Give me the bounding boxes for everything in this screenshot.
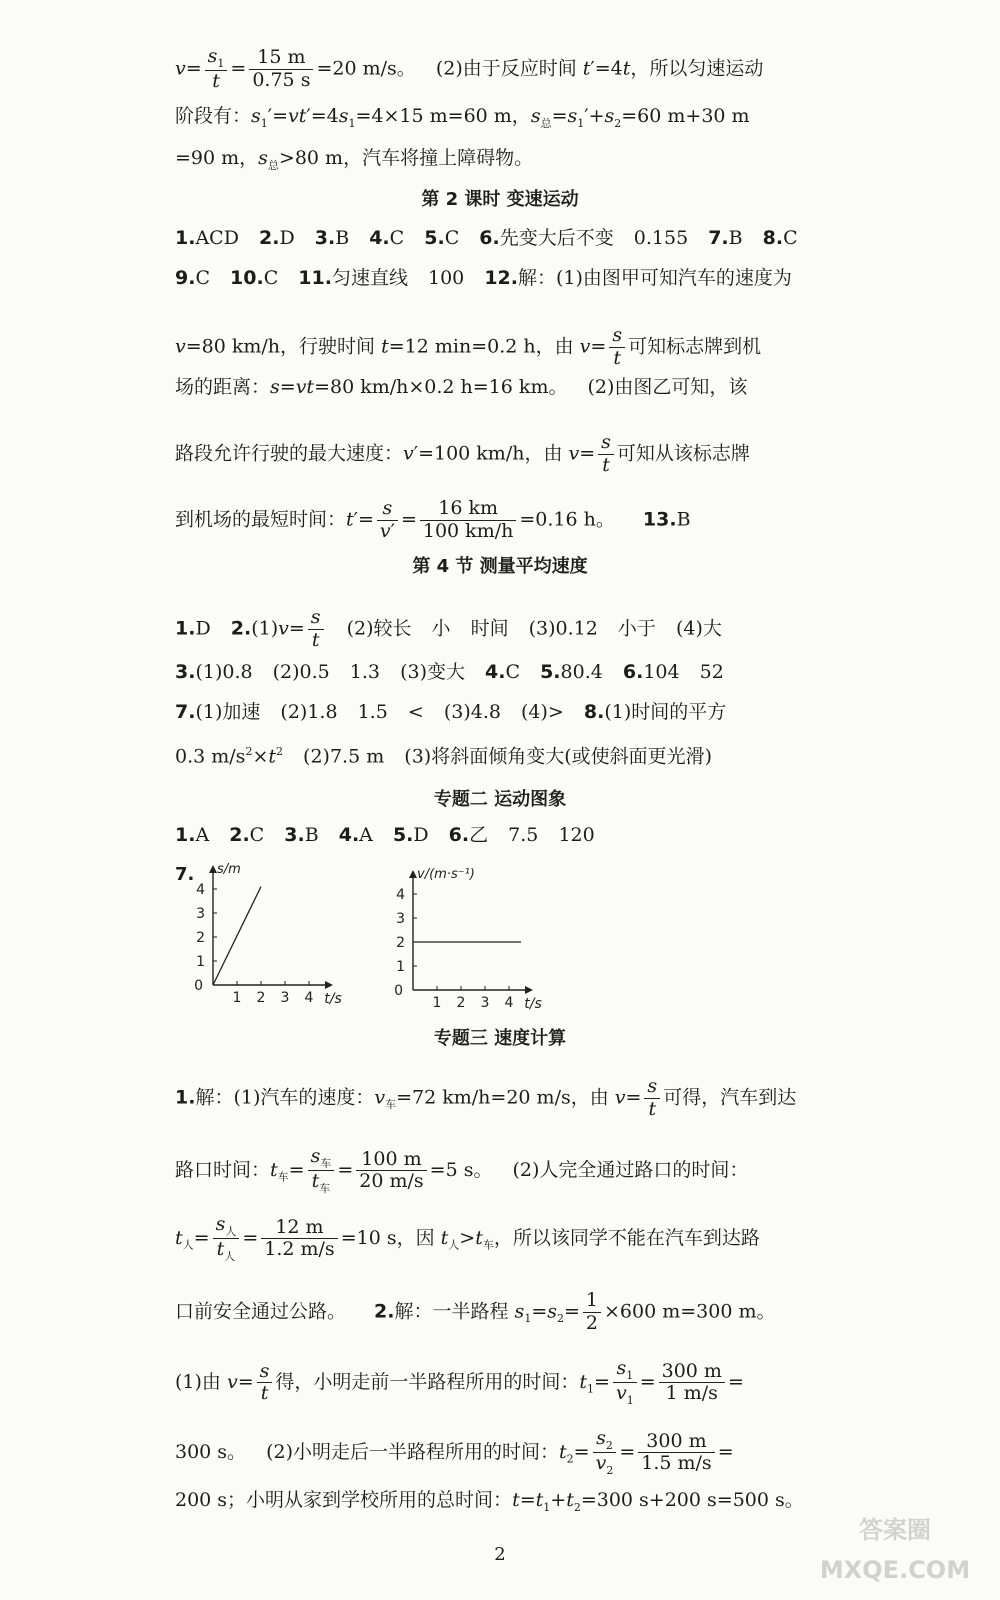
y-tick-label: 1 (196, 954, 205, 970)
text-line: 7.(1)加速 (2)1.8 1.5 < (3)4.8 (4)> 8.(1)时间的平方 (175, 701, 727, 723)
text-line: 9.C 10.C 11.匀速直线 100 12.解：(1)由图甲可知汽车的速度为 (175, 267, 792, 289)
text-line: 到机场的最短时间：t′= $\frac{s}{v'}$ = $\frac{16 km}{100 km/h}$ =0.16 h。 13.B (175, 497, 691, 542)
text-line: 路段允许行驶的最大速度：v′=100 km/h，由 v= $\frac{s}{t}$ 可知从该标志牌 (175, 431, 750, 476)
section-heading: 第 4 节 测量平均速度 (412, 556, 588, 577)
text-line: 路口时间：$t_车=$ $\frac{s_车}{t_车}$ = $\frac{100 m}{20 m/s}$ =5 s。 (2)人完全通过路口的时间： (175, 1145, 749, 1196)
origin-label: 0 (194, 978, 203, 994)
y-tick-label: 2 (396, 935, 405, 951)
y-axis-arrow (409, 870, 417, 878)
y-axis-label: s/m (217, 862, 241, 877)
text-line: 场的距离：s=vt=80 km/h×0.2 h=16 km。 (2)由图乙可知，该 (175, 376, 748, 398)
text-line: v= $\frac{s_1}{t}$ = $\frac{15 m}{0.75 s}$ =20 m/s。 (2)由于反应时间 t′=4t，所以匀速运动 (175, 45, 764, 93)
text-line: =90 m，$s_总>80$ m，汽车将撞上障碍物。 (175, 147, 534, 172)
x-tick-label: 1 (432, 995, 442, 1010)
x-axis-arrow (325, 981, 333, 989)
graph-displacement-time (185, 855, 375, 1010)
x-axis-arrow (525, 986, 533, 994)
y-tick-label: 3 (396, 911, 405, 927)
text-line: 200 s；小明从家到学校所用的总时间：$t=t_1+t_2=300$ s+200 s=500 s。 (175, 1489, 804, 1514)
text-line: 1.解：(1)汽车的速度：$v_车=72$ km/h=20 m/s，由 v= $\frac{s}{t}$ 可得，汽车到达 (175, 1075, 797, 1120)
text-line: $t_人=$ $\frac{s_人}{t_人}$ = $\frac{12 m}{1.2 m/s}$ =10 s，因 $t_人>t_车$，所以该同学不能在汽车到达路 (175, 1213, 760, 1264)
x-tick-label: 2 (456, 995, 466, 1010)
page-number: 2 (494, 1544, 506, 1565)
data-line (213, 887, 261, 985)
x-axis-label: t/s (524, 996, 542, 1010)
x-tick-label: 1 (232, 990, 242, 1006)
graph-question-label: 7. (175, 864, 195, 885)
y-tick-label: 4 (196, 882, 205, 898)
text-line: 1.ACD 2.D 3.B 4.C 5.C 6.先变大后不变 0.155 7.B 8.C (175, 227, 798, 249)
x-axis-label: t/s (324, 991, 342, 1007)
section-heading: 第 2 课时 变速运动 (421, 189, 579, 210)
text-line: 300 s。 (2)小明走后一半路程所用的时间：$t_2=$ $\frac{s_2}{v_2}$ = $\frac{300 m}{1.5 m/s}$ = (175, 1427, 734, 1478)
origin-label: 0 (394, 983, 403, 999)
watermark: 答案圈 MXQE.COM (819, 1516, 971, 1584)
y-axis-label: v/(m·s⁻¹) (417, 867, 475, 882)
text-line: 阶段有：$s_1'=vt'=4s_1=4\times 15$ m=60 m，$s_总=s_1'+s_2=60$ m+30 m (175, 105, 750, 130)
x-tick-label: 4 (504, 995, 514, 1010)
x-tick-label: 2 (256, 990, 266, 1006)
y-tick-label: 3 (196, 906, 205, 922)
y-tick-label: 2 (196, 930, 205, 946)
text-line: 1.A 2.C 3.B 4.A 5.D 6.乙 7.5 120 (175, 824, 595, 846)
section-heading: 专题二 运动图象 (433, 789, 567, 810)
text-line: 3.(1)0.8 (2)0.5 1.3 (3)变大 4.C 5.80.4 6.104 52 (175, 661, 724, 683)
text-line: 1.D 2.(1)v= $\frac{s}{t}$ (2)较长 小 时间 (3)0.12 小于 (4)大 (175, 606, 722, 651)
y-tick-label: 1 (396, 959, 405, 975)
section-heading: 专题三 速度计算 (433, 1028, 567, 1049)
text-line: v=80 km/h，行驶时间 t=12 min=0.2 h，由 v= $\frac{s}{t}$ 可知标志牌到机 (175, 324, 762, 369)
y-tick-label: 4 (396, 887, 405, 903)
text-line: (1)由 v= $\frac{s}{t}$ 得，小明走前一半路程所用的时间：$t_1=$ $\frac{s_1}{v_1}$ = $\frac{300 m}{1 m/s}$ = (175, 1357, 744, 1408)
x-tick-label: 4 (304, 990, 314, 1006)
x-tick-label: 3 (480, 995, 490, 1010)
y-axis-arrow (209, 865, 217, 873)
text-line: 口前安全通过公路。 2.解：一半路程 $s_1=s_2=$ $\frac{1}{2}$ ×600 m=300 m。 (175, 1289, 776, 1334)
graph-velocity-time (385, 860, 585, 1010)
x-tick-label: 3 (280, 990, 290, 1006)
text-line: 0.3 $m/s^2\times t^2$ (2)7.5 m (3)将斜面倾角变大(或使斜面更光滑) (175, 745, 713, 768)
